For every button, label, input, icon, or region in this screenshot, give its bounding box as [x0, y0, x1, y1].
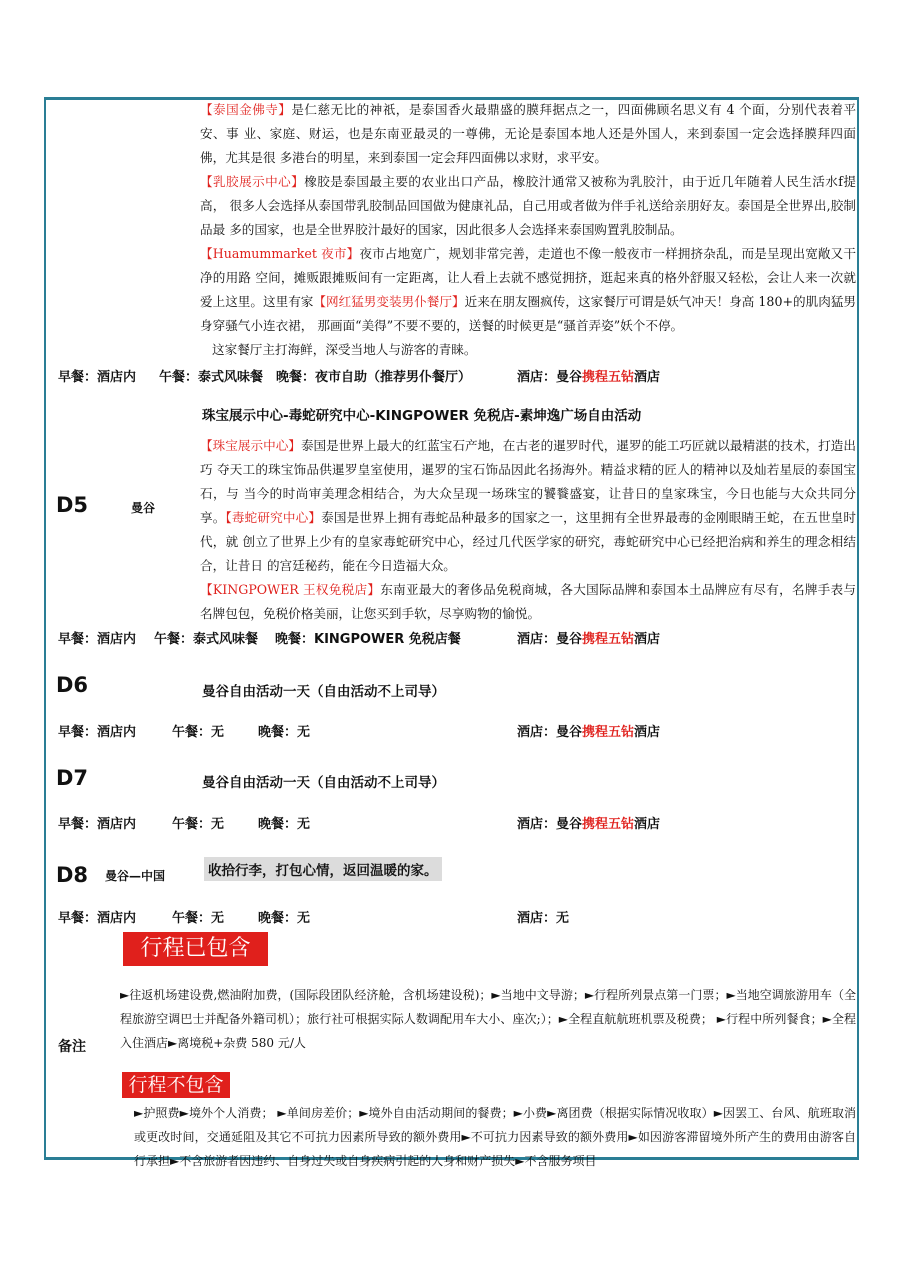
dinner: 晚餐：无 — [258, 725, 311, 740]
paragraph-latex — [200, 170, 856, 242]
hotel-prefix: 酒店：曼谷 — [517, 632, 583, 647]
excluded-badge: 行程不包含 — [122, 1072, 230, 1098]
hotel-suffix: 酒店 — [634, 632, 661, 647]
hotel-suffix: 酒店 — [634, 725, 661, 740]
included-text: ►往返机场建设费,燃油附加费，(国际段团队经济舱，含机场建设税)；►当地中文导游；►行程所列景点第一门票；►当地空调旅游用车（全程旅游空调巴士并配备外籍司机）；旅行社可根据实际人数调配用车大小、座次;）；►全程直航航班机票及税费； ►行程中所列餐食；►全程入住酒店►离境税+杂费 580 元/人 — [120, 988, 856, 1050]
dinner: 晚餐：夜市自助（推荐男仆餐厅） — [276, 370, 472, 385]
paragraph-seafood: 这家餐厅主打海鲜，深受当地人与游客的青睐。 — [212, 342, 477, 357]
paragraph-kingpower — [200, 578, 856, 626]
paragraph-night-market — [200, 242, 856, 338]
hotel — [517, 721, 660, 740]
lunch: 午餐：泰式风味餐 — [154, 632, 259, 647]
hotel-highlight: 携程五钻 — [582, 817, 635, 832]
tag-kingpower: 【KINGPOWER 王权免税店】 — [200, 582, 381, 597]
lunch: 午餐：无 — [172, 817, 225, 832]
hotel-prefix: 酒店：曼谷 — [517, 370, 583, 385]
tag-jewelry: 【珠宝展示中心】 — [200, 438, 301, 453]
hotel-suffix: 酒店 — [634, 370, 661, 385]
d5-title: 珠宝展示中心-毒蛇研究中心-KINGPOWER 免税店-素坤逸广场自由活动 — [202, 408, 642, 424]
d8-city: 曼谷—中国 — [105, 869, 166, 883]
dinner: 晚餐：无 — [258, 817, 311, 832]
d7-title: 曼谷自由活动一天（自由活动不上司导） — [202, 775, 445, 791]
hotel — [517, 366, 660, 385]
excluded-text: ►护照费►境外个人消费； ►单间房差价；►境外自由活动期间的餐费；►小费►离团费（根据实际情况收取）►因罢工、台风、航班取消或更改时间，交通延阻及其它不可抗力因素所导致的额外费用►不可抗力因素导致的额外费用►如因游客滞留境外所产生的费用由游客自行承担►不含旅游者因违约、自身过失或自身疾病引起的人身和财产损失►不含服务项目 — [134, 1106, 856, 1168]
hotel-prefix: 酒店：曼谷 — [517, 725, 583, 740]
lunch: 午餐：泰式风味餐 — [159, 370, 264, 385]
d5-description — [200, 434, 856, 626]
d6-day-label: D6 — [56, 673, 89, 697]
text-night-market: 夜市占地宽广，规划非常完善，走道也不像一般夜市一样拥挤杂乱，而是呈现出宽敞又干净的用路 空间，摊贩跟摊贩间有一定距离，让人看上去就不感觉拥挤，逛起来真的格外舒服又轻松，会让人来一次就爱上这里。这里有家 — [200, 246, 857, 309]
hotel — [517, 813, 660, 832]
breakfast: 早餐：酒店内 — [58, 632, 137, 647]
hotel-highlight: 携程五钻 — [582, 370, 635, 385]
tag-latex: 【乳胶展示中心】 — [200, 174, 305, 189]
hotel: 酒店：无 — [517, 911, 570, 926]
hotel — [517, 628, 660, 647]
d6-title: 曼谷自由活动一天（自由活动不上司导） — [202, 684, 445, 700]
d4-description — [200, 98, 856, 362]
tag-snake-farm: 【毒蛇研究中心】 — [225, 510, 322, 525]
breakfast: 早餐：酒店内 — [58, 370, 137, 385]
hotel-highlight: 携程五钻 — [582, 632, 635, 647]
lunch: 午餐：无 — [172, 725, 225, 740]
text-jewelry: 泰国是世界上最大的红蓝宝石产地，在古老的暹罗时代，暹罗的能工巧匠就以最精湛的技术，打造出巧 夺天工的珠宝饰品供暹罗皇室使用，暹罗的宝石饰品因此名扬海外。精益求精的匠人的精神以及灿若星辰的泰国宝石，与 当今的时尚审美理念相结合，为大众呈现一场珠宝的饕餮盛宴，让昔日的皇家珠宝，今日也能与大众共同分享。 — [200, 438, 857, 525]
d5-day-label: D5 — [56, 493, 89, 517]
tag-maid-restaurant: 【网红猛男变装男仆餐厅】 — [313, 294, 465, 309]
d5-city: 曼谷 — [131, 501, 156, 515]
tag-golden-buddha: 【泰国金佛寺】 — [200, 102, 292, 117]
paragraph-jewelry — [200, 434, 856, 578]
lunch: 午餐：无 — [172, 911, 225, 926]
d7-day-label: D7 — [56, 766, 89, 790]
dinner: 晚餐：无 — [258, 911, 311, 926]
included-badge: 行程已包含 — [123, 932, 268, 966]
tag-night-market: 【Huamummarket 夜市】 — [200, 246, 360, 261]
paragraph-golden-buddha — [200, 98, 856, 170]
d8-title: 收拾行李，打包心情，返回温暖的家。 — [204, 857, 442, 881]
dinner: 晚餐：KINGPOWER 免税店餐 — [275, 632, 461, 647]
breakfast: 早餐：酒店内 — [58, 817, 137, 832]
hotel-highlight: 携程五钻 — [582, 725, 635, 740]
text-snake-farm: 泰国是世界上拥有毒蛇品种最多的国家之一，这里拥有全世界最毒的金刚眼睛王蛇，在五世皇时代，就 创立了世界上少有的皇家毒蛇研究中心，经过几代医学家的研究，毒蛇研究中心已经把治病和养生的理念相结合，让昔日 的宫廷秘药，能在今日造福大众。 — [200, 510, 857, 573]
breakfast: 早餐：酒店内 — [58, 911, 137, 926]
text-kingpower: 东南亚最大的奢侈品免税商城，各大国际品牌和泰国本土品牌应有尽有，名牌手表与名牌包包，免税价格美丽，让您买到手软，尽享购物的愉悦。 — [200, 582, 857, 621]
d8-day-label: D8 — [56, 863, 89, 887]
text-golden-buddha: 是仁慈无比的神祇，是泰国香火最鼎盛的膜拜据点之一，四面佛顾名思义有 4 个面，分别代表着平安、事 业、家庭、财运，也是东南亚最灵的一尊佛，无论是泰国本地人还是外国人，来到泰国一定会选择膜拜四面佛，尤其是很 多港台的明星，来到泰国一定会拜四面佛以求财，求平安。 — [200, 102, 856, 165]
hotel-suffix: 酒店 — [634, 817, 661, 832]
text-latex: 橡胶是泰国最主要的农业出口产品，橡胶汁通常又被称为乳胶汁，由于近几年随着人民生活水f提高， 很多人会选择从泰国带乳胶制品回国做为健康礼品，自己用或者做为伴手礼送给亲朋好友。泰国是全世界出,胶制品最 多的国家，也是全世界胶汁最好的国家，因此很多人会选择来泰国购置乳胶制品。 — [200, 174, 856, 237]
hotel-prefix: 酒店：曼谷 — [517, 817, 583, 832]
text-maid-restaurant: 近来在朋友圈疯传，这家餐厅可谓是妖气冲天！身高 180+的肌肉猛男身穿骚气小连衣裙， 那画面“美得”不要不要的，送餐的时候更是“骚首弄姿”妖个不停。 — [200, 294, 857, 333]
notes-label: 备注 — [58, 1039, 86, 1055]
breakfast: 早餐：酒店内 — [58, 725, 137, 740]
